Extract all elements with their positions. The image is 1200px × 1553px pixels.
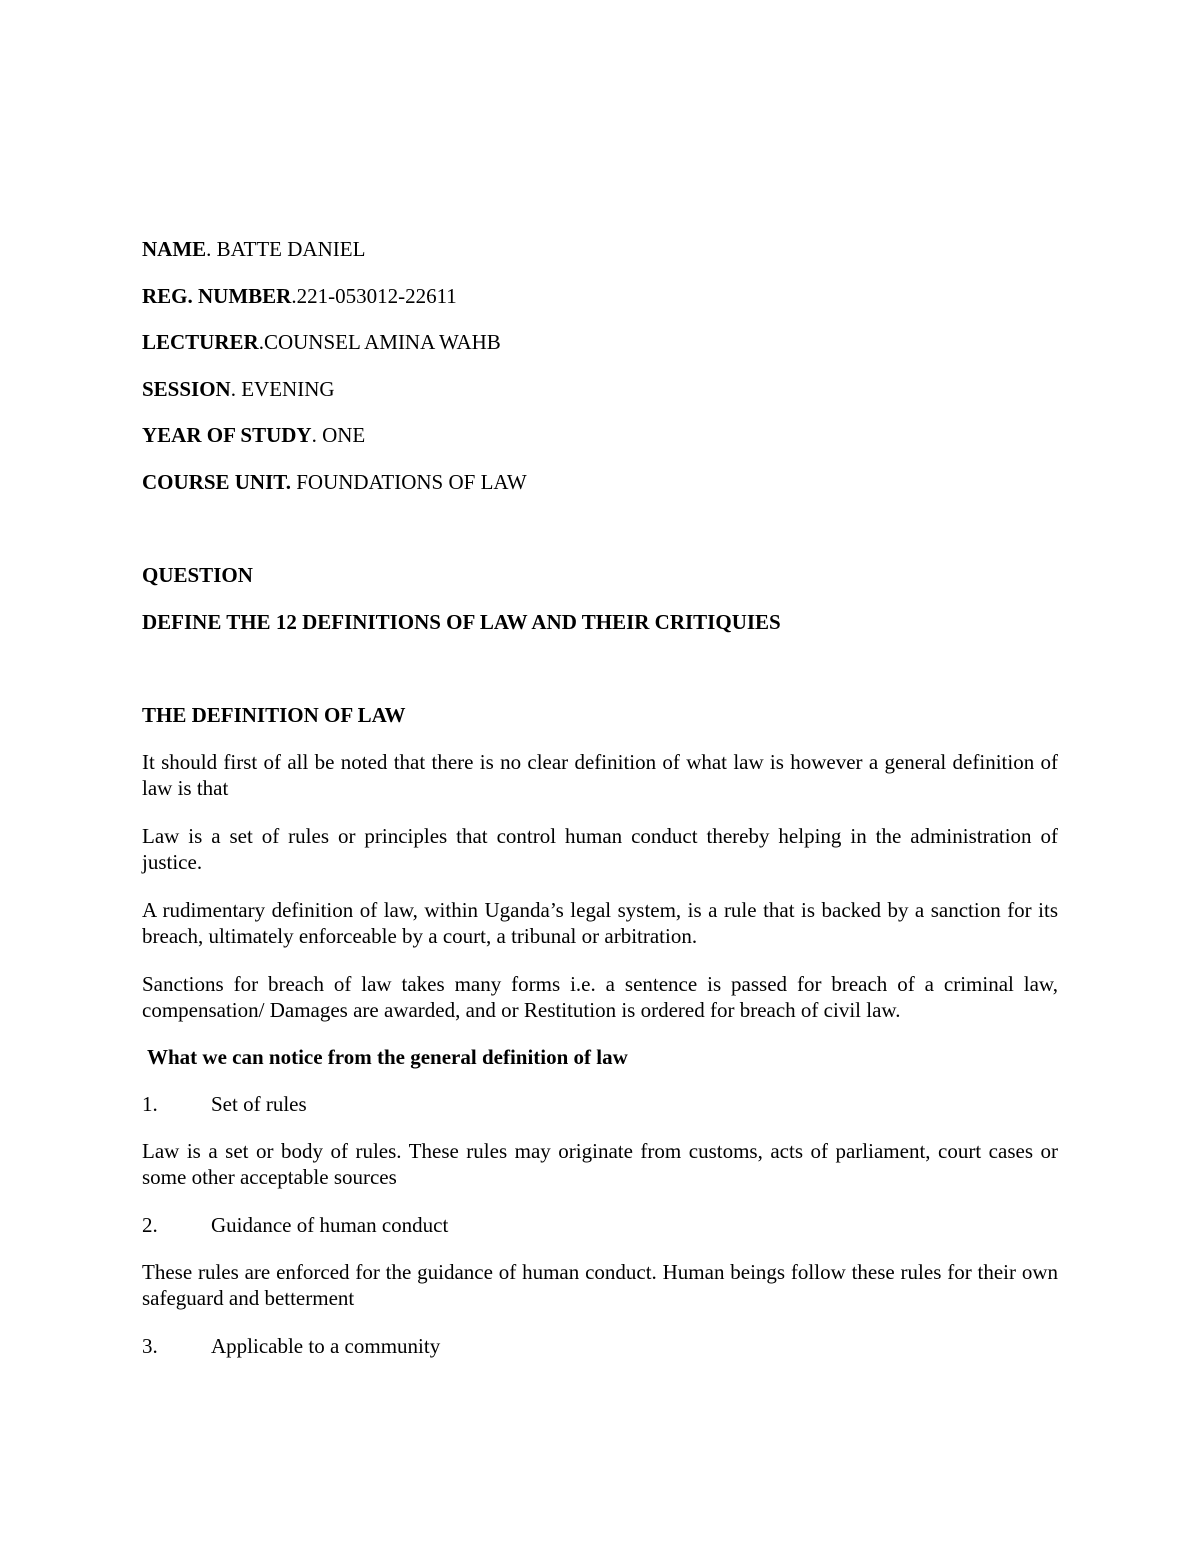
lecturer-line xyxy=(142,329,501,355)
course-unit-line xyxy=(142,469,527,495)
list-item-title: Set of rules xyxy=(211,1092,307,1116)
name-value: . BATTE DANIEL xyxy=(206,237,366,261)
paragraph: A rudimentary definition of law, within Uganda’s legal system, is a rule that is backed by a sanction for its breach, ultimately enforceable by a court, a tribunal or arbitration. xyxy=(142,898,1058,948)
section-heading: THE DEFINITION OF LAW xyxy=(142,703,406,727)
course-unit-label: COURSE UNIT. xyxy=(142,470,291,494)
list-item-number: 2. xyxy=(142,1213,158,1237)
document-page xyxy=(142,0,1058,1553)
reg-number-line xyxy=(142,283,457,309)
paragraph: Law is a set of rules or principles that control human conduct thereby helping in the administration of justice. xyxy=(142,824,1058,874)
session-line xyxy=(142,376,335,402)
list-item-number: 3. xyxy=(142,1334,158,1358)
paragraph: It should first of all be noted that there is no clear definition of what law is however a general definition of law is that xyxy=(142,750,1058,800)
year-of-study-line xyxy=(142,422,365,448)
lecturer-value: .COUNSEL AMINA WAHB xyxy=(258,330,501,354)
list-item xyxy=(142,1333,440,1359)
list-item-number: 1. xyxy=(142,1092,158,1116)
notice-heading: What we can notice from the general definition of law xyxy=(147,1045,628,1069)
year-of-study-value: . ONE xyxy=(311,423,366,447)
name-label: NAME xyxy=(142,237,207,261)
list-item-body: Law is a set or body of rules. These rules may originate from customs, acts of parliament, court cases or some other acceptable sources xyxy=(142,1139,1058,1189)
course-unit-value: FOUNDATIONS OF LAW xyxy=(290,470,527,494)
name-line xyxy=(142,236,365,262)
list-item-title: Guidance of human conduct xyxy=(211,1213,449,1237)
list-item-body: These rules are enforced for the guidance of human conduct. Human beings follow these rules for their own safeguard and betterment xyxy=(142,1260,1058,1310)
list-item xyxy=(142,1091,307,1117)
list-item-title: Applicable to a community xyxy=(211,1334,441,1358)
session-value: . EVENING xyxy=(230,377,335,401)
lecturer-label: LECTURER xyxy=(142,330,259,354)
list-item xyxy=(142,1212,448,1238)
reg-number-label: REG. NUMBER xyxy=(142,284,292,308)
year-of-study-label: YEAR OF STUDY xyxy=(142,423,312,447)
reg-number-value: .221-053012-22611 xyxy=(291,284,457,308)
question-text: DEFINE THE 12 DEFINITIONS OF LAW AND THEIR CRITIQUIES xyxy=(142,610,781,634)
paragraph: Sanctions for breach of law takes many forms i.e. a sentence is passed for breach of a criminal law, compensation/ Damages are awarded, and or Restitution is ordered for breach of civil law. xyxy=(142,972,1058,1022)
session-label: SESSION xyxy=(142,377,231,401)
question-heading: QUESTION xyxy=(142,563,253,587)
